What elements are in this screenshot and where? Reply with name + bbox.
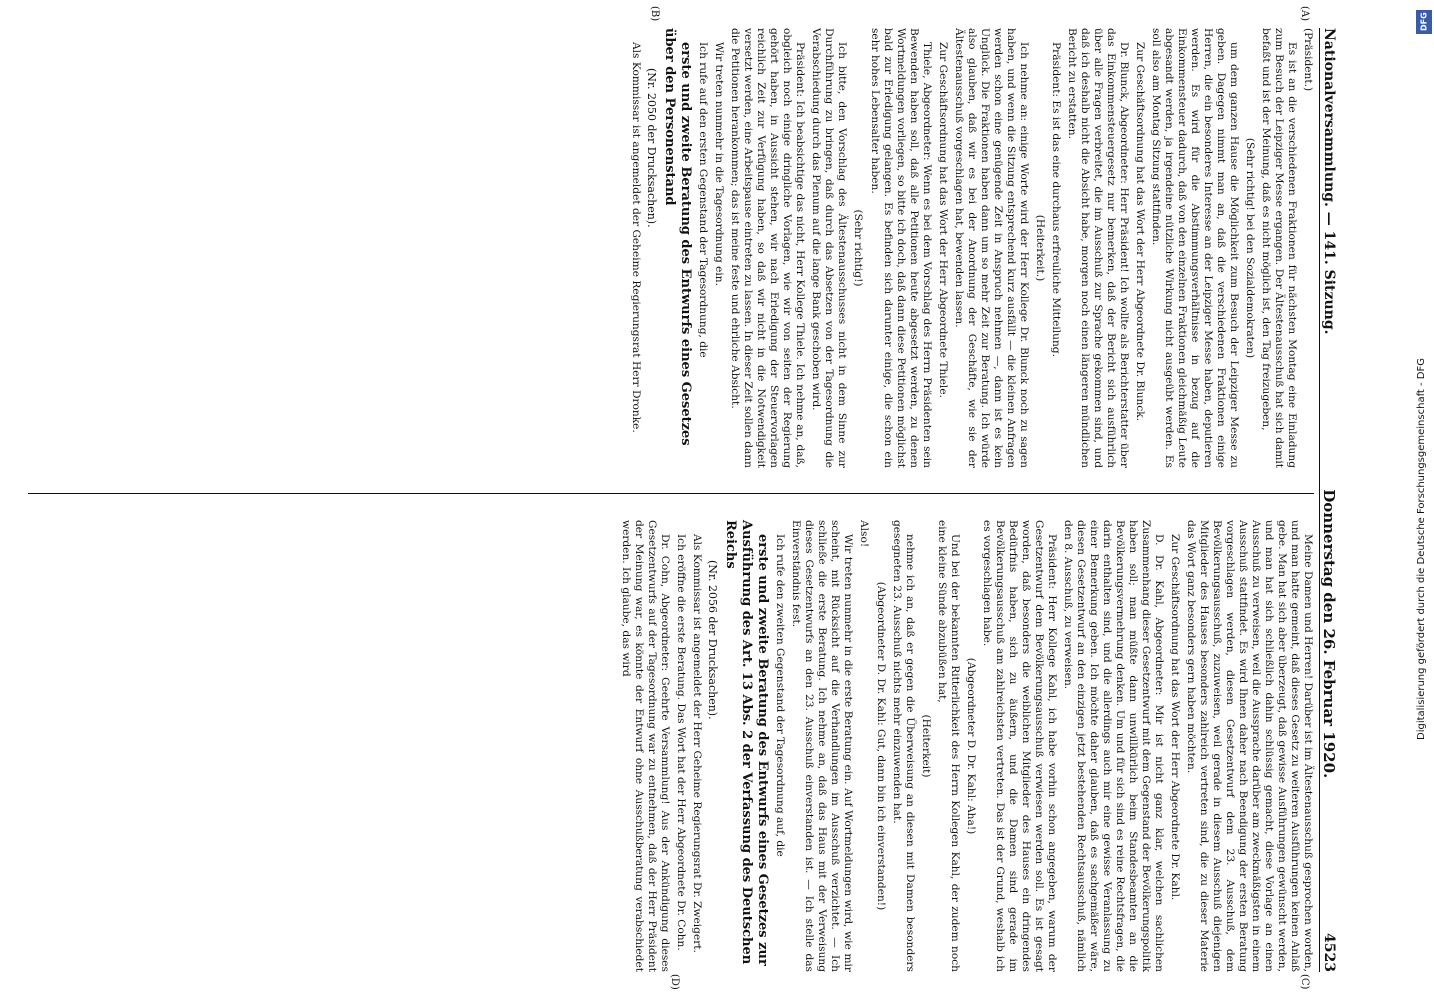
- interjection: (Sehr richtig! bei den Sozialdemokraten): [1243, 137, 1256, 359]
- paragraph: Als Kommissar ist angemeldet der Herr Geheime Regierungsrat Dr. Zweigert.: [690, 534, 703, 953]
- paragraph: Präsident: Es ist das eine durchaus erfreuliche Mitteilung.: [1049, 42, 1062, 357]
- paragraph: Und bei der bekannten Ritterlichkeit des Herrn Kollegen Kahl, der zudem noch eine kleine Sünde abzubüßen hat,: [935, 520, 961, 972]
- dfg-logo: DFG: [1416, 10, 1432, 34]
- header-date: Donnerstag den 26. Februar 1920.: [1320, 489, 1339, 779]
- column-divider: [28, 493, 1314, 494]
- header-session: Nationalversammlung. — 141. Sitzung.: [1321, 28, 1338, 335]
- agenda-item-ref: (Nr. 2056 der Drucksachen).: [706, 560, 720, 720]
- margin-marker-b: (B): [649, 6, 660, 22]
- paragraph: Also!: [858, 520, 871, 548]
- agenda-item-title: erste und zweite Beratung des Entwurfs eines Gesetzes über den Personenstand: [662, 28, 694, 446]
- paragraph: nehme ich an, daß er gegen die Überweisung an diesen mit Damen besonders gesegneten 23. Ausschuß nichts mehr einzuwenden hat.: [890, 520, 916, 972]
- interjection: (Sehr richtig!): [852, 209, 865, 287]
- paragraph: Thiele, Abgeordneter: Wenn es bei dem Vorschlag des Herrn Präsidenten sein Bewenden haben soll, daß alle Petitionen heute abgesetzt werden, zu denen Wortmeldungen vorliegen, so bitte ich doch, daß dann diese Petitionen möglichst bald zur Erledigung gelangen. Es befinden sich darunter einige, die schon ein sehr hohes Lebensalter haben.: [868, 28, 933, 468]
- paragraph: Es ist an die verschiedenen Fraktionen für nächsten Montag eine Einladung zum Besuch der Leipziger Messe ergangen. Der Ältestenausschuß hat sich damit befaßt und ist der Meinung, daß es nicht möglich ist, den Tag freizugeben,: [1259, 28, 1298, 468]
- paragraph: Ich nehme an: einige Worte wird der Herr Kollege Dr. Blunck noch zu sagen haben, und wenn die Sitzung entsprechend kurz ausfällt — die kleinen Anfragen werden schon eine genügende Zeit in Anspruch nehmen —, dann ist es kein Unglück. Die Fraktionen haben dann um so mehr Zeit zur Beratung. Ich würde also glauben, daß wir es bei der Anordnung der Geschäfte, wie sie der Ältestenausschuß vorgeschlagen hat, bewenden lassen.: [952, 28, 1030, 468]
- paragraph: Wir treten nunmehr in die erste Beratung ein. Auf Wortmeldungen wird, wie mir scheint, mit Rücksicht auf die Verhandlungen im Ausschuß verzichtet. — Ich schließe die erste Beratung. Ich nehme an, daß das Haus mit der Verweisung dieses Gesetzentwurfs an den 23. Ausschuß einverstanden ist. — Ich stelle das Einverständnis fest.: [790, 520, 855, 972]
- left-column: [28, 28, 1314, 468]
- margin-marker-d: (D): [669, 974, 680, 990]
- paragraph: Ich rufe den zweiten Gegenstand der Tagesordnung auf, die: [774, 534, 787, 857]
- paragraph: Dr. Blunck, Abgeordneter: Herr Präsident! Ich wollte als Berichterstatter über das Einkommensteuergesetz nur bemerken, daß der Bericht sich ausführlich über alle Fragen verbreitet, die im Ausschuß zur Sprache gekommen sind, und daß ich deshalb nicht die Absicht habe, morgen noch einen längeren mündlichen Bericht zu erstatten.: [1065, 28, 1130, 468]
- interjection: (Abgeordneter D. Dr. Kahl: Gut, dann bin ich einverstanden!): [874, 581, 887, 911]
- paragraph: Präsident: Ich beabsichtige das nicht, Herr Kollege Thiele. Ich nehme an, daß, obgleich noch einige dringliche Vorlagen, wie wir von seiten der Regierung gehört haben, in Aussicht stehen, wir nach Erledigung der Steuervorlagen reichlich Zeit zur Verfügung haben, so daß wir nicht in die Notwendigkeit versetzt werden, eine Arbeitspause eintreten zu lassen. In dieser Zeit sollen dann die Petitionen herankommen; das ist meine feste und ehrliche Absicht.: [729, 28, 807, 468]
- paragraph: Zur Geschäftsordnung hat das Wort der Herr Abgeordnete Dr. Blunck.: [1133, 42, 1146, 422]
- paragraph: D. Dr. Kahl, Abgeordneter: Mir ist nicht ganz klar, welchen sachlichen Zusammenhang dieser Gesetzentwurf mit dem Gegenstand der Bevölkerungspolitik haben soll; man müßte dann unwillkürlich beim Standesbeamten an die Bevölkerungsvermehrung denken. Um und für sich sind es reine Rechtsfragen, die darin enthalten sind, und die allerdings auch mir eine gewisse Veranlassung zu einer Bemerkung geben. Ich möchte daher glauben, daß es sachgemäßer wäre, diesen Gesetzentwurf an den einzigen jetzt bestehenden Rechtsausschuß, nämlich den 8. Ausschuß, zu verweisen.: [1061, 520, 1165, 972]
- interjection: (Heiterkeit.): [1033, 214, 1046, 282]
- paragraph: Zur Geschäftsordnung hat das Wort der Herr Abgeordnete Thiele.: [936, 42, 949, 398]
- right-column: [28, 520, 1314, 972]
- paragraph: Ich rufe auf den ersten Gegenstand der Tagesordnung, die: [697, 42, 710, 358]
- paragraph: Zur Geschäftsordnung hat das Wort der Herr Abgeordnete Dr. Kahl.: [1168, 534, 1181, 901]
- agenda-item-ref: (Nr. 2050 der Drucksachen).: [645, 68, 659, 228]
- speaker-tag: (Präsident.): [1302, 28, 1314, 92]
- margin-marker-c: (C): [1299, 974, 1310, 990]
- paragraph: um dem ganzen Hause die Möglichkeit zum Besuch der Leipziger Messe zu geben. Dagegen nimmt man an, daß die verschiedenen Fraktionen einige Herren, die ein besonderes Interesse an der Leipziger Messe haben, deputieren werden. Es wird für die Abstimmungsverhältnisse in bezug auf die Einkommensteuer dadurch, daß von den einzelnen Fraktionen gleichmäßig Leute abgesandt werden, ja irgendeine nützliche Wirkung nicht ausgeübt werden. Es soll also am Montag Sitzung stattfinden.: [1149, 28, 1240, 468]
- page-header: [1319, 28, 1346, 972]
- interjection: (Heiterkeit): [919, 714, 932, 778]
- paragraph: Präsident: Herr Kollege Kahl, ich habe vorhin schon angegeben, warum der Gesetzentwurf dem Bevölkerungsausschuß verwiesen werden soll. Es ist gesagt worden, daß besonders die weiblichen Mitglieder des Hauses ein dringendes Bedürfnis haben, sich zu äußern, und die Damen sind gerade im Bevölkerungsausschuß am zahlreichsten vertreten. Das ist der Grund, weshalb ich es vorgeschlagen habe.: [980, 520, 1058, 972]
- paragraph: Meine Damen und Herren! Darüber ist im Ältestenausschuß gesprochen worden, und man hatte gemeint, daß dieses Gesetz zu weiteren Ausführungen keinen Anlaß gebe. Man hat sich aber überzeugt, daß gewisse Ausführungen gewünscht werden, und man hat sich schließlich dahin schlüssig gemacht, diese Vorlage an einen Ausschuß zu verweisen, weil die Aussprache darüber am zweckmäßigsten in einem Ausschuß stattfindet. Es wird Ihnen daher nach Beendigung der ersten Beratung vorgeschlagen werden, diesen Gesetzentwurf dem 23. Ausschuß, dem Bevölkerungsausschuß, zuzuweisen, weil gerade in diesem Ausschuß diejenigen Mitglieder des Hauses besonders zahlreich vertreten sind, die zu dieser Materie das Wort ganz besonders gern haben möchten.: [1184, 520, 1314, 972]
- paragraph: Ich eröffne die erste Beratung. Das Wort hat der Herr Abgeordnete Dr. Cohn.: [674, 534, 687, 951]
- paragraph: Ich bitte, den Vorschlag des Ältestenausschusses nicht in dem Sinne zur Durchführung zu bringen, daß durch das Absetzen von der Tagesordnung die Verabschiedung durch das Plenum auf die lange Bank geschoben wird.: [810, 28, 849, 468]
- digitization-credit: Digitalisierung gefördert durch die Deutsche Forschungsgemeinschaft - DFG: [1416, 357, 1427, 740]
- margin-marker-a: (A): [1299, 6, 1310, 22]
- paragraph: Dr. Cohn, Abgeordneter: Geehrte Versammlung! Aus der Ankündigung dieses Gesetzentwurfs auf der Tagesordnung war zu entnehmen, daß der Herr Präsident der Meinung war, es könnte der Entwurf ohne Ausschußberatung verabschiedet werden. Ich glaube, das wird: [619, 520, 671, 972]
- page-number: 4523: [1321, 933, 1338, 972]
- paragraph: Wir treten nunmehr in die Tagesordnung ein.: [713, 42, 726, 286]
- interjection: (Abgeordneter D. Dr. Kahl: Aha!): [964, 657, 977, 835]
- paragraph: Als Kommissar ist angemeldet der Geheime Regierungsrat Herr Dronke.: [629, 42, 642, 433]
- agenda-item-title: erste und zweite Beratung des Entwurfs eines Gesetzes zur Ausführung des Art. 13 Abs. 2 der Verfassung des Deutschen Reichs: [723, 520, 771, 966]
